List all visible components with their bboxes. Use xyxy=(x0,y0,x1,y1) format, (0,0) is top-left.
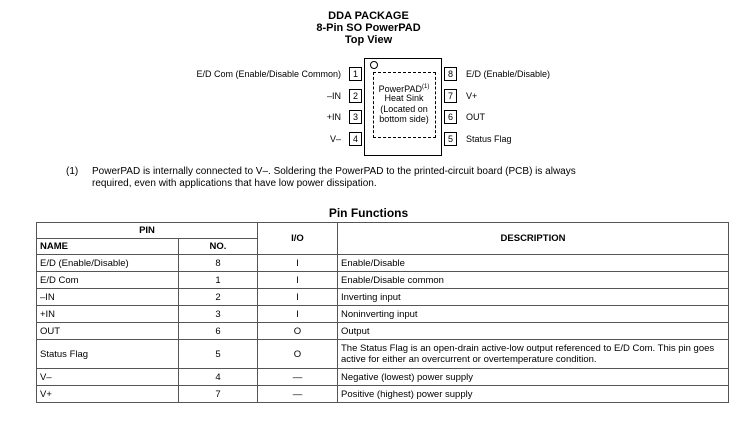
pin-number-7: 7 xyxy=(444,89,457,103)
pin-group-header: PIN xyxy=(37,223,258,239)
pin-number-6: 6 xyxy=(444,110,457,124)
pin-label-5: Status Flag xyxy=(466,134,512,144)
pin-number-1: 1 xyxy=(349,67,362,81)
pin-io: I xyxy=(258,272,338,289)
pin-desc: Inverting input xyxy=(338,289,729,306)
pin-label-7: V+ xyxy=(466,91,478,101)
pin-functions-table xyxy=(36,222,729,403)
table-row xyxy=(37,255,729,272)
pin-desc: The Status Flag is an open-drain active-low output referenced to E/D Com. This pin goes active for either an overcurrent or overtemperature condition. xyxy=(338,340,729,369)
pin-io: O xyxy=(258,340,338,369)
pin-no: 3 xyxy=(179,306,258,323)
package-subtitle: 8-Pin SO PowerPAD xyxy=(316,22,421,34)
pin-no: 2 xyxy=(179,289,258,306)
table-row xyxy=(37,386,729,403)
pin-name: Status Flag xyxy=(37,340,179,369)
package-title: DDA PACKAGE xyxy=(328,10,409,22)
table-row xyxy=(37,369,729,386)
pin-number-3: 3 xyxy=(349,110,362,124)
io-header: I/O xyxy=(258,223,338,255)
name-header: NAME xyxy=(37,239,179,255)
pin-desc: Positive (highest) power supply xyxy=(338,386,729,403)
pin-label-8: E/D (Enable/Disable) xyxy=(466,69,551,79)
table-row xyxy=(37,323,729,340)
pad-label-2: Heat Sink xyxy=(384,93,424,103)
pin-number-8: 8 xyxy=(444,67,457,81)
pin-number-2: 2 xyxy=(349,89,362,103)
description-header: DESCRIPTION xyxy=(338,223,729,255)
pin-number-4: 4 xyxy=(349,132,362,146)
pin-name: +IN xyxy=(37,306,179,323)
pin-number-5: 5 xyxy=(444,132,457,146)
table-row xyxy=(37,289,729,306)
table-row xyxy=(37,306,729,323)
pin-name: OUT xyxy=(37,323,179,340)
table-title: Pin Functions xyxy=(328,206,409,220)
pin-no: 1 xyxy=(179,272,258,289)
pin-desc: Enable/Disable xyxy=(338,255,729,272)
number-header: NO. xyxy=(179,239,258,255)
pin-name: E/D (Enable/Disable) xyxy=(37,255,179,272)
pin-no: 5 xyxy=(179,340,258,369)
pin-name: V+ xyxy=(37,386,179,403)
pin-label-1: E/D Com (Enable/Disable Common) xyxy=(196,69,341,79)
pin-label-2: –IN xyxy=(326,91,341,101)
pin-desc: Noninverting input xyxy=(338,306,729,323)
pad-label-3: (Located on xyxy=(380,104,428,114)
footnote-line-2: required, even with applications that have low power dissipation. xyxy=(92,178,377,189)
pin-no: 7 xyxy=(179,386,258,403)
pin-label-4: V– xyxy=(329,134,341,144)
pin-no: 6 xyxy=(179,323,258,340)
table-row xyxy=(37,272,729,289)
pin-no: 8 xyxy=(179,255,258,272)
pin-desc: Enable/Disable common xyxy=(338,272,729,289)
pin-no: 4 xyxy=(179,369,258,386)
pin-label-6: OUT xyxy=(466,112,485,122)
pin-name: –IN xyxy=(37,289,179,306)
pin-io: — xyxy=(258,386,338,403)
package-view: Top View xyxy=(344,34,393,46)
pad-label: PowerPAD$^{(1)}$ xyxy=(378,84,430,94)
pin-io: — xyxy=(258,369,338,386)
table-row xyxy=(37,340,729,369)
pin-desc: Negative (lowest) power supply xyxy=(338,369,729,386)
pin-name: V– xyxy=(37,369,179,386)
pin-desc: Output xyxy=(338,323,729,340)
pin-io: O xyxy=(258,323,338,340)
pin-io: I xyxy=(258,306,338,323)
pin-label-3: +IN xyxy=(326,112,341,122)
pin-io: I xyxy=(258,255,338,272)
pin-name: E/D Com xyxy=(37,272,179,289)
footnote-line-1: PowerPAD is internally connected to V–. Soldering the PowerPAD to the printed-circuit board (PCB) is always xyxy=(92,166,576,177)
footnote-marker: (1) xyxy=(66,166,79,177)
pin1-marker-icon xyxy=(370,61,378,69)
pad-label-4: bottom side) xyxy=(379,114,429,124)
pin-io: I xyxy=(258,289,338,306)
